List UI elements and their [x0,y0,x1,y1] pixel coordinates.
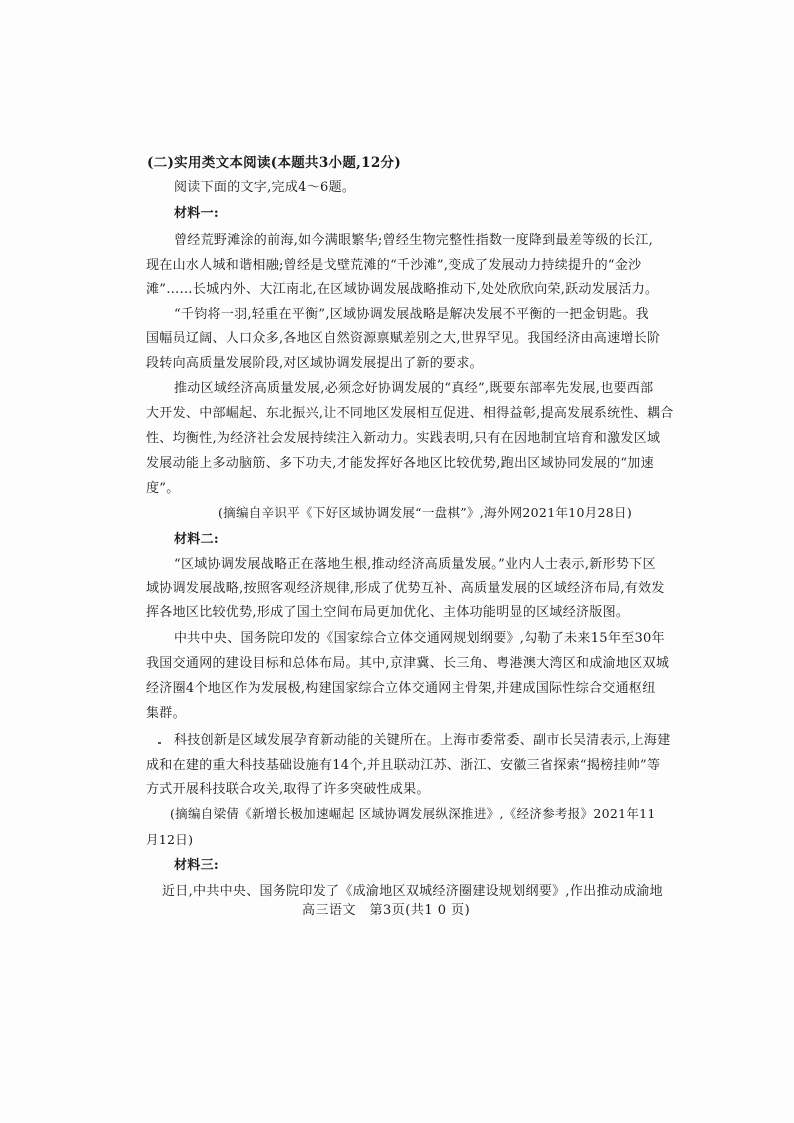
material-2-line: 我国交通网的建设目标和总体布局。其中,京津冀、长三角、粤港澳大湾区和成渝地区双城 [146,656,670,671]
scan-speck [158,742,161,744]
material-1-line: 大开发、中部崛起、东北振兴,让不同地区发展相互促进、相得益彰,提高发展系统性、耦合 [146,406,674,421]
material-1-line: 发展动能上多动脑筋、多下功夫,才能发挥好各地区比较优势,跑出区域协同发展的“加速 [146,456,654,471]
material-1-line: 度”。 [146,481,180,496]
material-2-line: 方式开展科技联合攻关,取得了许多突破性成果。 [146,782,430,797]
material-1-line: 现在山水人城和谐相融;曾经是戈壁荒滩的“千沙滩”,变成了发展动力持续提升的“金沙 [146,258,642,273]
material-2-line: 中共中央、国务院印发的《国家综合立体交通网规划纲要》,勾勒了未来15年至30年 [174,631,665,646]
material-2-line: 经济圈4个地区作为发展极,构建国家综合立体交通网主骨架,并建成国际性综合交通枢纽 [146,681,656,696]
material-2-source: (摘编自梁倩《新增长极加速崛起 区域协调发展纵深推进》,《经济参考报》2021年11 [170,806,656,821]
material-1-line: 曾经荒野滩涂的前海,如今满眼繁华;曾经生物完整性指数一度降到最差等级的长江, [174,233,654,248]
material-3-label: 材料三: [174,858,219,873]
material-1-line: 性、均衡性,为经济社会发展持续注入新动力。实践表明,只有在因地制宜培育和激发区域 [146,431,661,446]
material-1-label: 材料一: [174,206,219,221]
material-1-source: (摘编自辛识平《下好区域协调发展“一盘棋”》,海外网2021年10月28日) [218,505,633,520]
material-2-source: 月12日) [146,832,194,847]
material-2-line: 挥各地区比较优势,形成了国土空间布局更加优化、主体功能明显的区域经济版图。 [146,605,630,620]
material-1-line: 推动区域经济高质量发展,必须念好协调发展的“真经”,既要东部率先发展,也要西部 [174,381,654,396]
section-heading: (二)实用类文本阅读(本题共3小题,12分) [147,155,402,171]
material-2-line: “区域协调发展战略正在落地生根,推动经济高质量发展。”业内人士表示,新形势下区 [174,557,656,572]
material-2-line: 成和在建的重大科技基础设施有14个,并且联动江苏、浙江、安徽三省探索“揭榜挂帅”等 [146,758,661,773]
page-footer: 高三语文 第3页(共1 0 页) [302,903,471,918]
material-2-line: 集群。 [146,706,186,721]
material-1-line: 国幅员辽阔、人口众多,各地区自然资源禀赋差别之大,世界罕见。我国经济由高速增长阶 [146,331,661,346]
material-2-line: 域协调发展战略,按照客观经济规律,形成了优势互补、高质量发展的区域经济布局,有效发 [146,581,665,596]
material-1-line: 滩”……长城内外、大江南北,在区域协调发展战略推动下,处处欣欣向荣,跃动发展活力。 [146,282,659,297]
material-1-line: “千钧将一羽,轻重在平衡”,区域协调发展战略是解决发展不平衡的一把金钥匙。我 [174,307,649,322]
material-2-line: 科技创新是区域发展孕育新动能的关键所在。上海市委常委、副市长吴清表示,上海建 [174,733,671,748]
material-2-label: 材料二: [174,532,219,547]
instruction: 阅读下面的文字,完成4～6题。 [174,180,356,195]
material-1-line: 段转向高质量发展阶段,对区域协调发展提出了新的要求。 [146,356,483,371]
material-3-line: 近日,中共中央、国务院印发了《成渝地区双城经济圈建设规划纲要》,作出推动成渝地 [162,884,663,899]
